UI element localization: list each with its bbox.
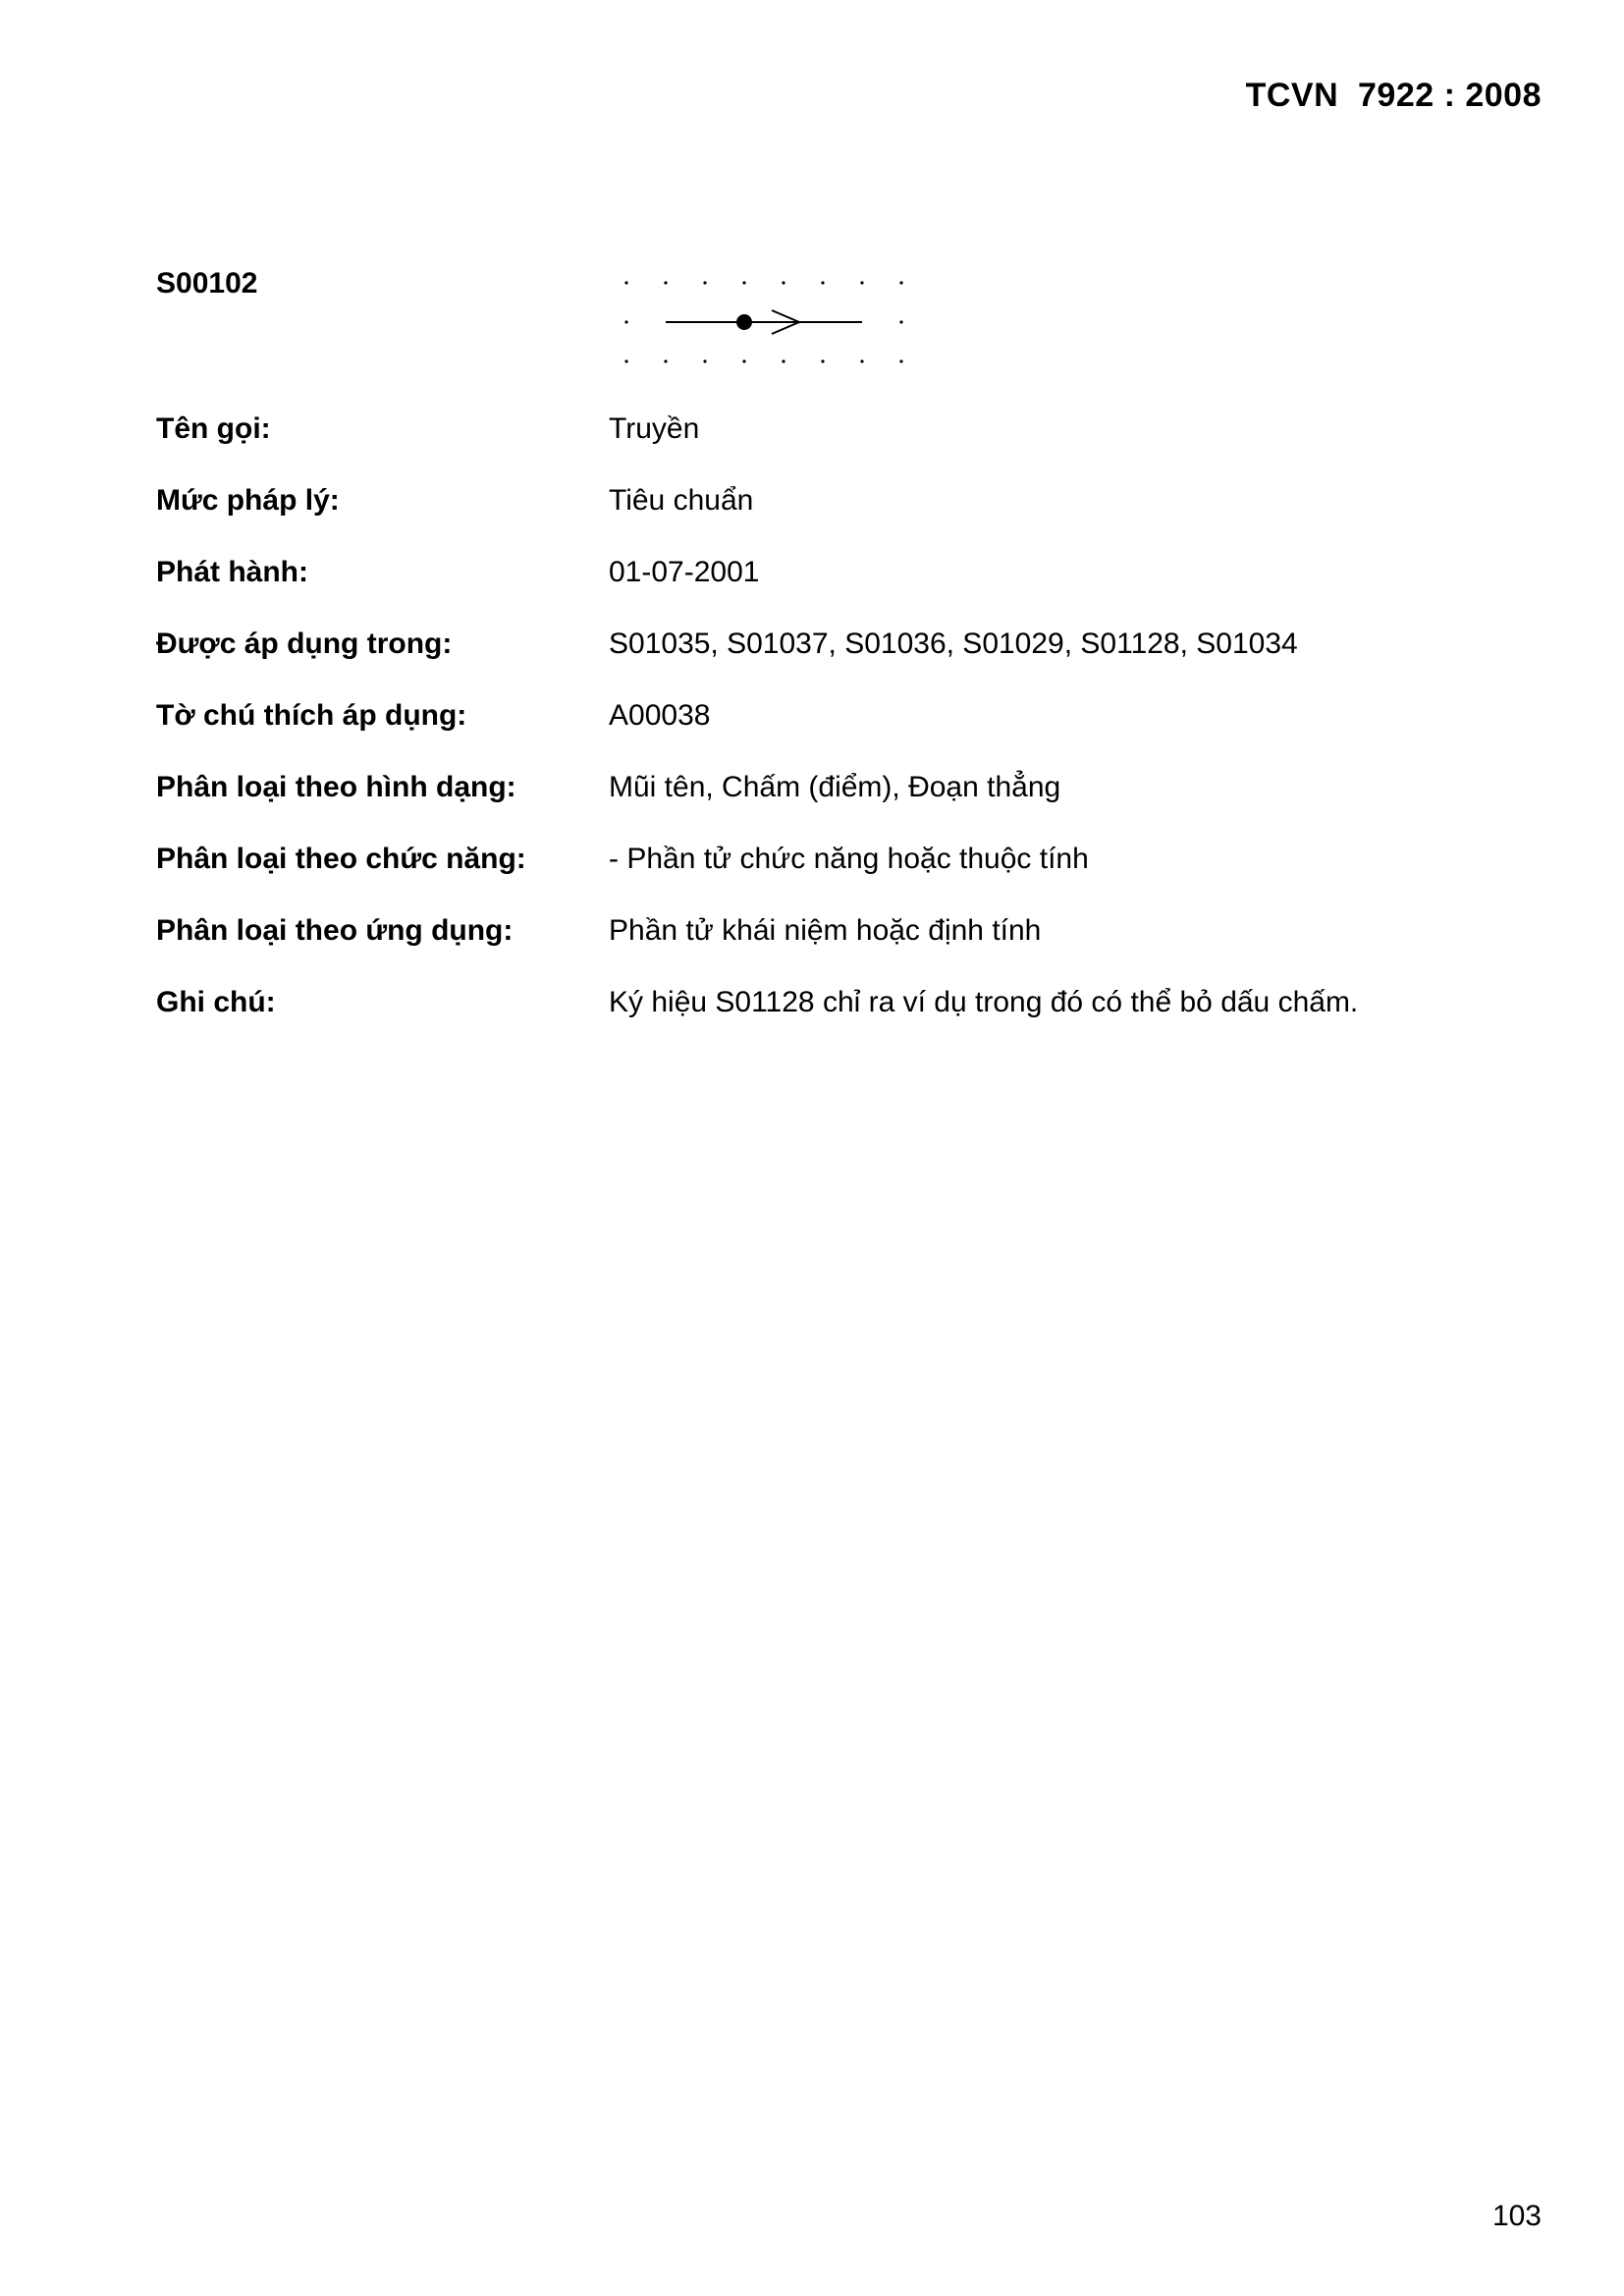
- field-value: S01035, S01037, S01036, S01029, S01128, S01034: [609, 628, 1298, 660]
- field-row-function-class: [156, 843, 1491, 914]
- dot-line-arrow-symbol-icon: [617, 269, 911, 367]
- field-value: 01-07-2001: [609, 556, 760, 588]
- field-row-annotation-sheet: [156, 699, 1491, 771]
- field-value: A00038: [609, 699, 711, 732]
- field-value: Mũi tên, Chấm (điểm), Đoạn thẳng: [609, 771, 1061, 803]
- field-label: Tờ chú thích áp dụng:: [156, 699, 467, 732]
- field-row-shape-class: [156, 771, 1491, 843]
- field-value: Phần tử khái niệm hoặc định tính: [609, 914, 1042, 947]
- field-label: Phân loại theo chức năng:: [156, 843, 526, 875]
- page-number: 103: [1491, 2200, 1542, 2232]
- symbol-fields: [156, 412, 1491, 1058]
- field-label: Được áp dụng trong:: [156, 628, 453, 660]
- field-row-legal-level: [156, 484, 1491, 556]
- field-label: Tên gọi:: [156, 412, 271, 445]
- field-row-applied-in: [156, 628, 1491, 699]
- field-label: Mức pháp lý:: [156, 484, 340, 517]
- symbol-code: S00102: [156, 267, 258, 300]
- standard-header: TCVN 7922 : 2008: [1245, 77, 1542, 114]
- field-label: Phát hành:: [156, 556, 308, 588]
- field-value: Truyền: [609, 412, 700, 445]
- field-row-issued: [156, 556, 1491, 628]
- field-row-application-class: [156, 914, 1491, 986]
- field-value: Tiêu chuẩn: [609, 484, 754, 517]
- symbol-dot: [736, 314, 752, 330]
- field-row-note: [156, 986, 1491, 1058]
- field-row-name: [156, 412, 1491, 484]
- field-label: Phân loại theo hình dạng:: [156, 771, 516, 803]
- field-label: Phân loại theo ứng dụng:: [156, 914, 514, 947]
- field-value: Ký hiệu S01128 chỉ ra ví dụ trong đó có thể bỏ dấu chấm.: [609, 986, 1359, 1018]
- field-label: Ghi chú:: [156, 986, 276, 1018]
- field-value: - Phần tử chức năng hoặc thuộc tính: [609, 843, 1089, 875]
